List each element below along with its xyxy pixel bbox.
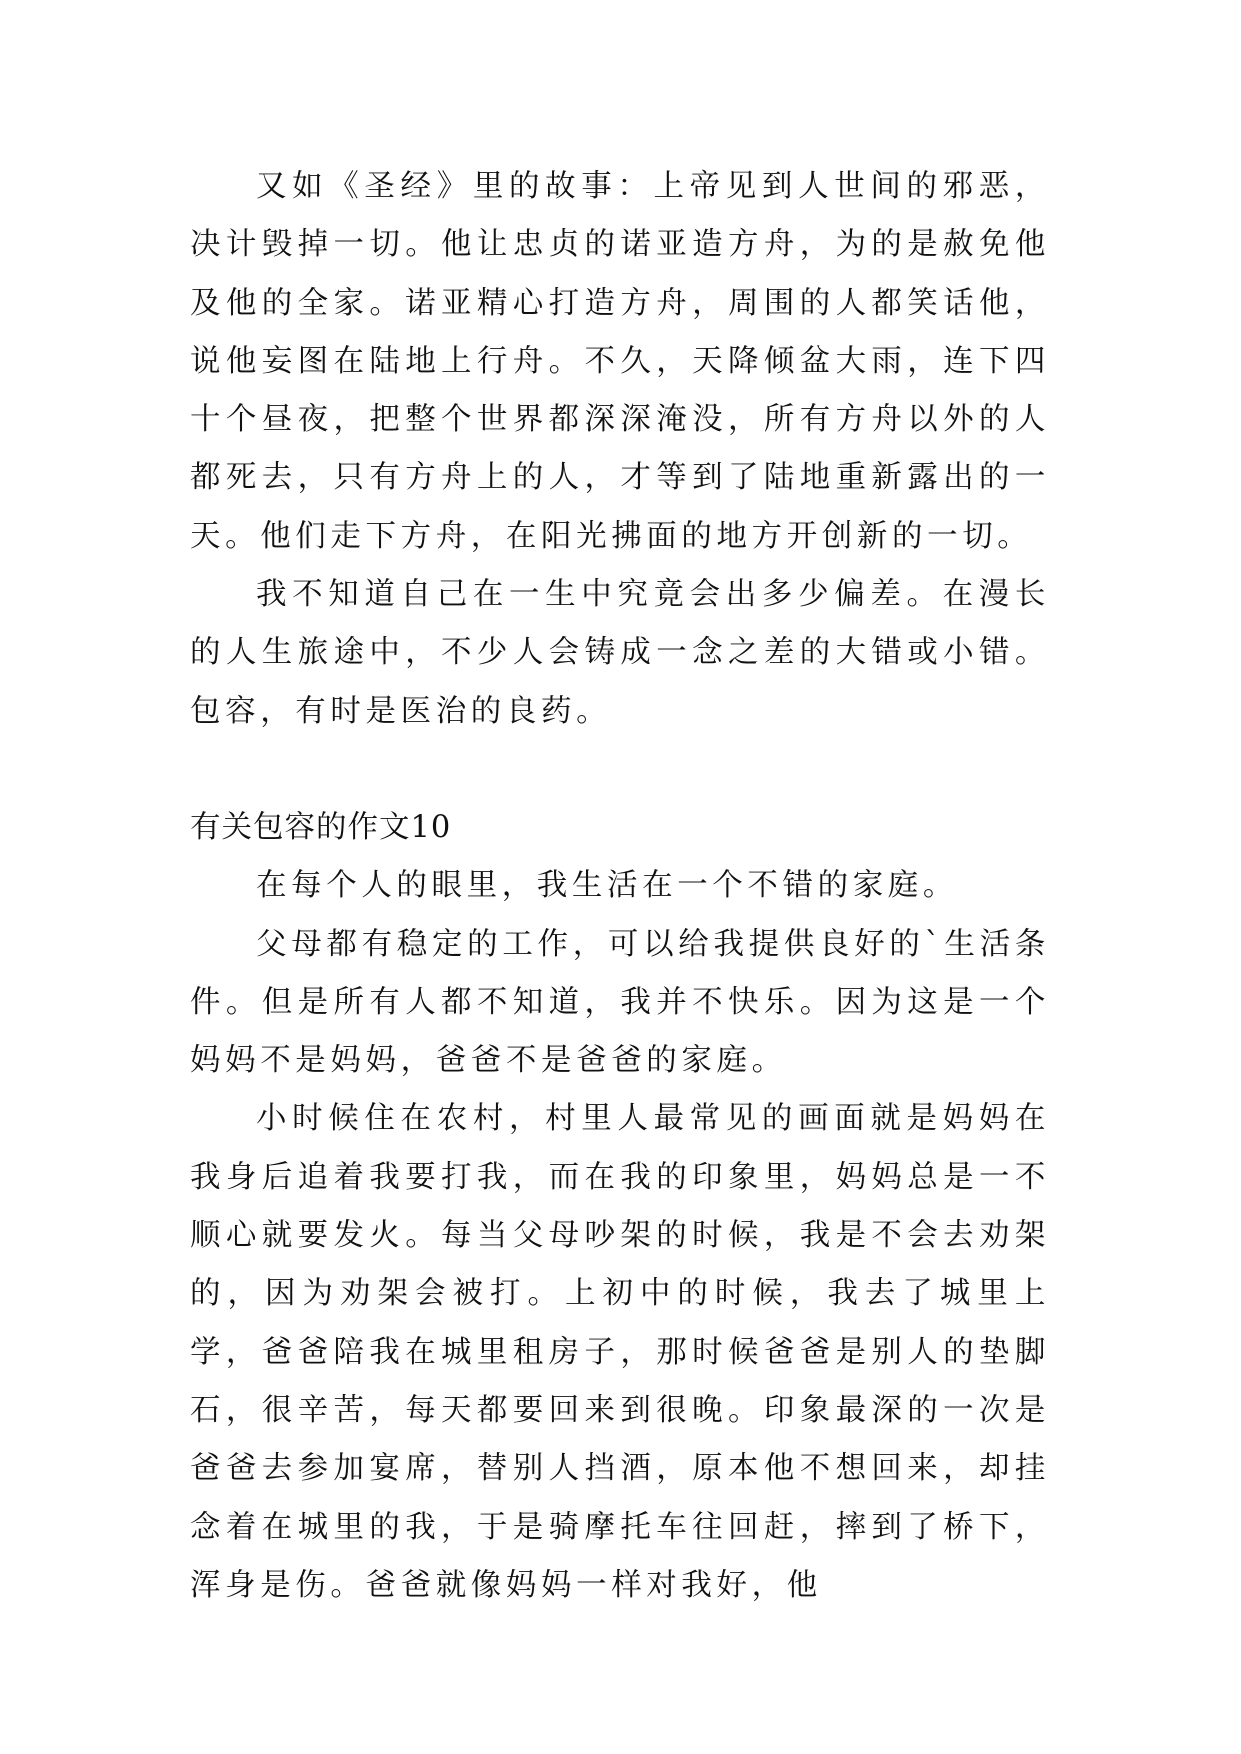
essay-paragraph: 在每个人的眼里，我生活在一个不错的家庭。 (256, 868, 958, 904)
document-page (190, 158, 1050, 1615)
essay-paragraph: 父母都有稳定的工作，可以给我提供良好的`生活条件。但是所有人都不知道，我并不快乐。因为这是一个妈妈不是妈妈，爸爸不是爸爸的家庭。 (190, 926, 1050, 1079)
essay-paragraph: 又如《圣经》里的故事：上帝见到人世间的邪恶，决计毁掉一切。他让忠贞的诺亚造方舟，为的是赦免他及他的全家。诺亚精心打造方舟，周围的人都笑话他，说他妄图在陆地上行舟。不久，天降倾盆大雨，连下四十个昼夜，把整个世界都深深淹没，所有方舟以外的人都死去，只有方舟上的人，才等到了陆地重新露出的一天。他们走下方舟，在阳光拂面的地方开创新的一切。 (190, 169, 1050, 554)
essay-heading: 有关包容的作文10 (190, 809, 452, 845)
essay-paragraph: 我不知道自己在一生中究竟会出多少偏差。在漫长的人生旅途中，不少人会铸成一念之差的大错或小错。包容，有时是医治的良药。 (190, 577, 1050, 729)
essay-paragraph: 小时候住在农村，村里人最常见的画面就是妈妈在我身后追着我要打我，而在我的印象里，妈妈总是一不顺心就要发火。每当父母吵架的时候，我是不会去劝架的，因为劝架会被打。上初中的时候，我去了城里上学，爸爸陪我在城里租房子，那时候爸爸是别人的垫脚石，很辛苦，每天都要回来到很晚。印象最深的一次是爸爸去参加宴席，替别人挡酒，原本他不想回来，却挂念着在城里的我，于是骑摩托车往回赶，摔到了桥下，浑身是伤。爸爸就像妈妈一样对我好，他 (190, 1101, 1050, 1603)
